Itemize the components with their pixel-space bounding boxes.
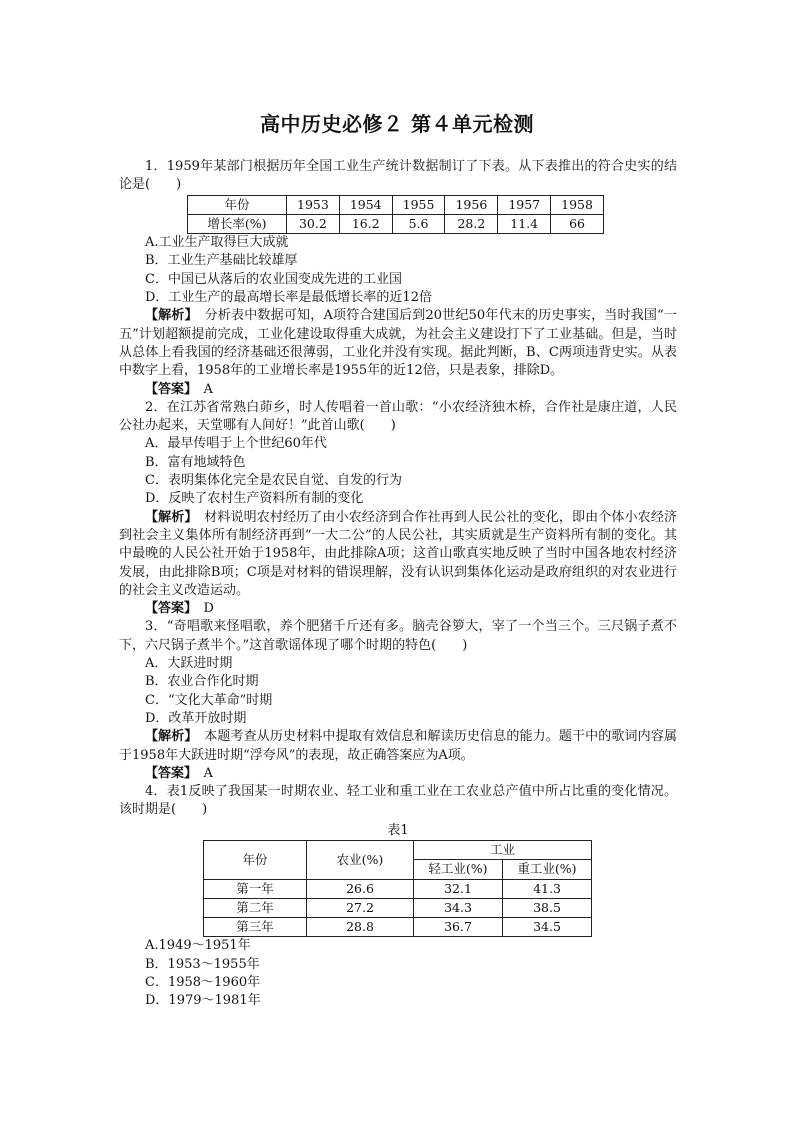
question-3-option-b: B．农业合作化时期 xyxy=(145,674,259,690)
question-3-option-d: D．改革开放时期 xyxy=(145,710,247,726)
table-cell: 30.2 xyxy=(287,214,340,233)
table-cell: 41.3 xyxy=(503,879,592,898)
question-3-stem: 3．“奇唱歌来怪唱歌，养个肥猪千斤还有多。脑壳谷箩大，宰了一个当三个。三尺锅子煮不下，六尺锅子煮半个。”这首歌谣体现了哪个时期的特色( ) xyxy=(119,619,677,653)
table-cell: 34.3 xyxy=(414,898,503,917)
table-header-year: 年份 xyxy=(204,840,307,879)
answer-value: D xyxy=(203,601,214,617)
question-2-stem: 2．在江苏省常熟白茆乡，时人传唱着一首山歌：“小农经济独木桥，合作社是康庄道，人民公社办起来，天堂哪有人间好！”此首山歌( ) xyxy=(119,399,677,434)
question-4-option-a: A.1949～1951年 xyxy=(145,938,251,954)
question-4-option-d: D．1979～1981年 xyxy=(145,993,261,1009)
table-row xyxy=(188,195,604,214)
table-header-light: 轻工业(%) xyxy=(414,860,503,879)
analysis-text: 本题考查从历史材料中提取有效信息和解读历史信息的能力。题干中的歌词内容属于1958年大跃进时期“浮夸风”的表现，故正确答案应为A项。 xyxy=(119,729,677,763)
question-4-stem: 4．表1反映了我国某一时期农业、轻工业和重工业在工农业总产值中所占比重的变化情况。该时期是( ) xyxy=(119,784,677,818)
table-cell: 年份 xyxy=(188,195,287,214)
question-2-answer xyxy=(119,600,677,618)
question-1-option-c: C．中国已从落后的农业国变成先进的工业国 xyxy=(145,271,402,287)
question-2-analysis xyxy=(119,509,677,600)
table-row xyxy=(204,918,592,937)
answer-value: A xyxy=(203,381,213,397)
table-cell: 1953 xyxy=(287,195,340,214)
question-3-answer xyxy=(119,765,677,783)
analysis-text: 材料说明农村经历了由小农经济到合作社再到人民公社的变化，即由个体小农经济到社会主义集体所有制经济再到“一大二公”的人民公社，其实质就是生产资料所有制的变化。其中最晚的人民公社开始于1958年，由此排除A项；这首山歌真实地反映了当时中国各地农村经济发展，由此排除B项；C项是对材料的错误理解，没有认识到集体化运动是政府组织的对农业进行的社会主义改造运动。 xyxy=(119,509,677,598)
question-1-option-b: B．工业生产基础比较雄厚 xyxy=(145,253,298,269)
answer-label: 【答案】 xyxy=(145,765,191,781)
analysis-label: 【解析】 xyxy=(145,729,192,745)
analysis-text: 分析表中数据可知，A项符合建国后到20世纪50年代末的历史事实，当时我国“一五”计划超额提前完成，工业化建设取得重大成就，为社会主义建设打下了工业基础。但是，当时从总体上看我国的经济基础还很薄弱，工业化并没有实现。据此判断，B、C两项违背史实。从表中数字上看，1958年的工业增长率是1955年的近12倍，只是表象，排除D。 xyxy=(119,308,677,379)
question-4-option-c: C．1958～1960年 xyxy=(145,975,261,991)
table-cell: 27.2 xyxy=(307,898,414,917)
question-3-option-c: C．“文化大革命”时期 xyxy=(145,692,273,708)
table-cell: 26.6 xyxy=(307,879,414,898)
table-cell: 5.6 xyxy=(392,214,445,233)
answer-label: 【答案】 xyxy=(145,381,191,397)
table-header-heavy: 重工业(%) xyxy=(503,860,592,879)
question-4-option-b: B．1953～1955年 xyxy=(145,956,260,972)
question-3-option-a: A．大跃进时期 xyxy=(145,656,233,672)
question-2-option-d: D．反映了农村生产资料所有制的变化 xyxy=(145,491,364,507)
question-1-analysis xyxy=(119,307,677,380)
question-1-option-a: A.工业生产取得巨大成就 xyxy=(145,235,289,251)
table-cell: 1955 xyxy=(392,195,445,214)
question-1-stem: 1．1959年某部门根据历年全国工业生产统计数据制订了下表。从下表推出的符合史实的结论是( ) xyxy=(119,159,677,193)
question-2-option-c: C．表明集体化完全是农民自觉、自发的行为 xyxy=(145,473,402,489)
table-cell: 36.7 xyxy=(414,918,503,937)
question-1-answer xyxy=(119,381,677,399)
table-cell: 28.2 xyxy=(445,214,498,233)
answer-value: A xyxy=(203,765,213,781)
table-row xyxy=(204,840,592,859)
question-4-table xyxy=(203,840,592,937)
table-cell: 第一年 xyxy=(204,879,307,898)
table-header-industry: 工业 xyxy=(414,840,592,859)
table-cell: 32.1 xyxy=(414,879,503,898)
analysis-label: 【解析】 xyxy=(145,509,192,525)
question-2-option-a: A．最早传唱于上个世纪60年代 xyxy=(145,436,327,452)
table-cell: 34.5 xyxy=(503,918,592,937)
table-cell: 11.4 xyxy=(498,214,551,233)
table-cell: 16.2 xyxy=(339,214,392,233)
table-row xyxy=(204,898,592,917)
question-1-table xyxy=(187,195,604,235)
question-1-option-d: D．工业生产的最高增长率是最低增长率的近12倍 xyxy=(145,290,432,306)
table-row xyxy=(204,879,592,898)
analysis-label: 【解析】 xyxy=(145,308,192,324)
table-cell: 1957 xyxy=(498,195,551,214)
table-cell: 第三年 xyxy=(204,918,307,937)
table-caption: 表1 xyxy=(387,822,409,838)
page-title: 高中历史必修２ 第４单元检测 xyxy=(260,112,534,136)
document-body xyxy=(119,158,677,1011)
table-cell: 1956 xyxy=(445,195,498,214)
table-cell: 第二年 xyxy=(204,898,307,917)
table-header-agri: 农业(%) xyxy=(307,840,414,879)
answer-label: 【答案】 xyxy=(145,601,191,617)
table-cell: 1954 xyxy=(339,195,392,214)
table-cell: 1958 xyxy=(551,195,604,214)
question-2-option-b: B．富有地域特色 xyxy=(145,454,246,470)
table-cell: 28.8 xyxy=(307,918,414,937)
table-cell: 38.5 xyxy=(503,898,592,917)
table-row xyxy=(188,214,604,233)
table-cell: 66 xyxy=(551,214,604,233)
question-3-analysis xyxy=(119,728,677,765)
table-cell: 增长率(%) xyxy=(188,214,287,233)
